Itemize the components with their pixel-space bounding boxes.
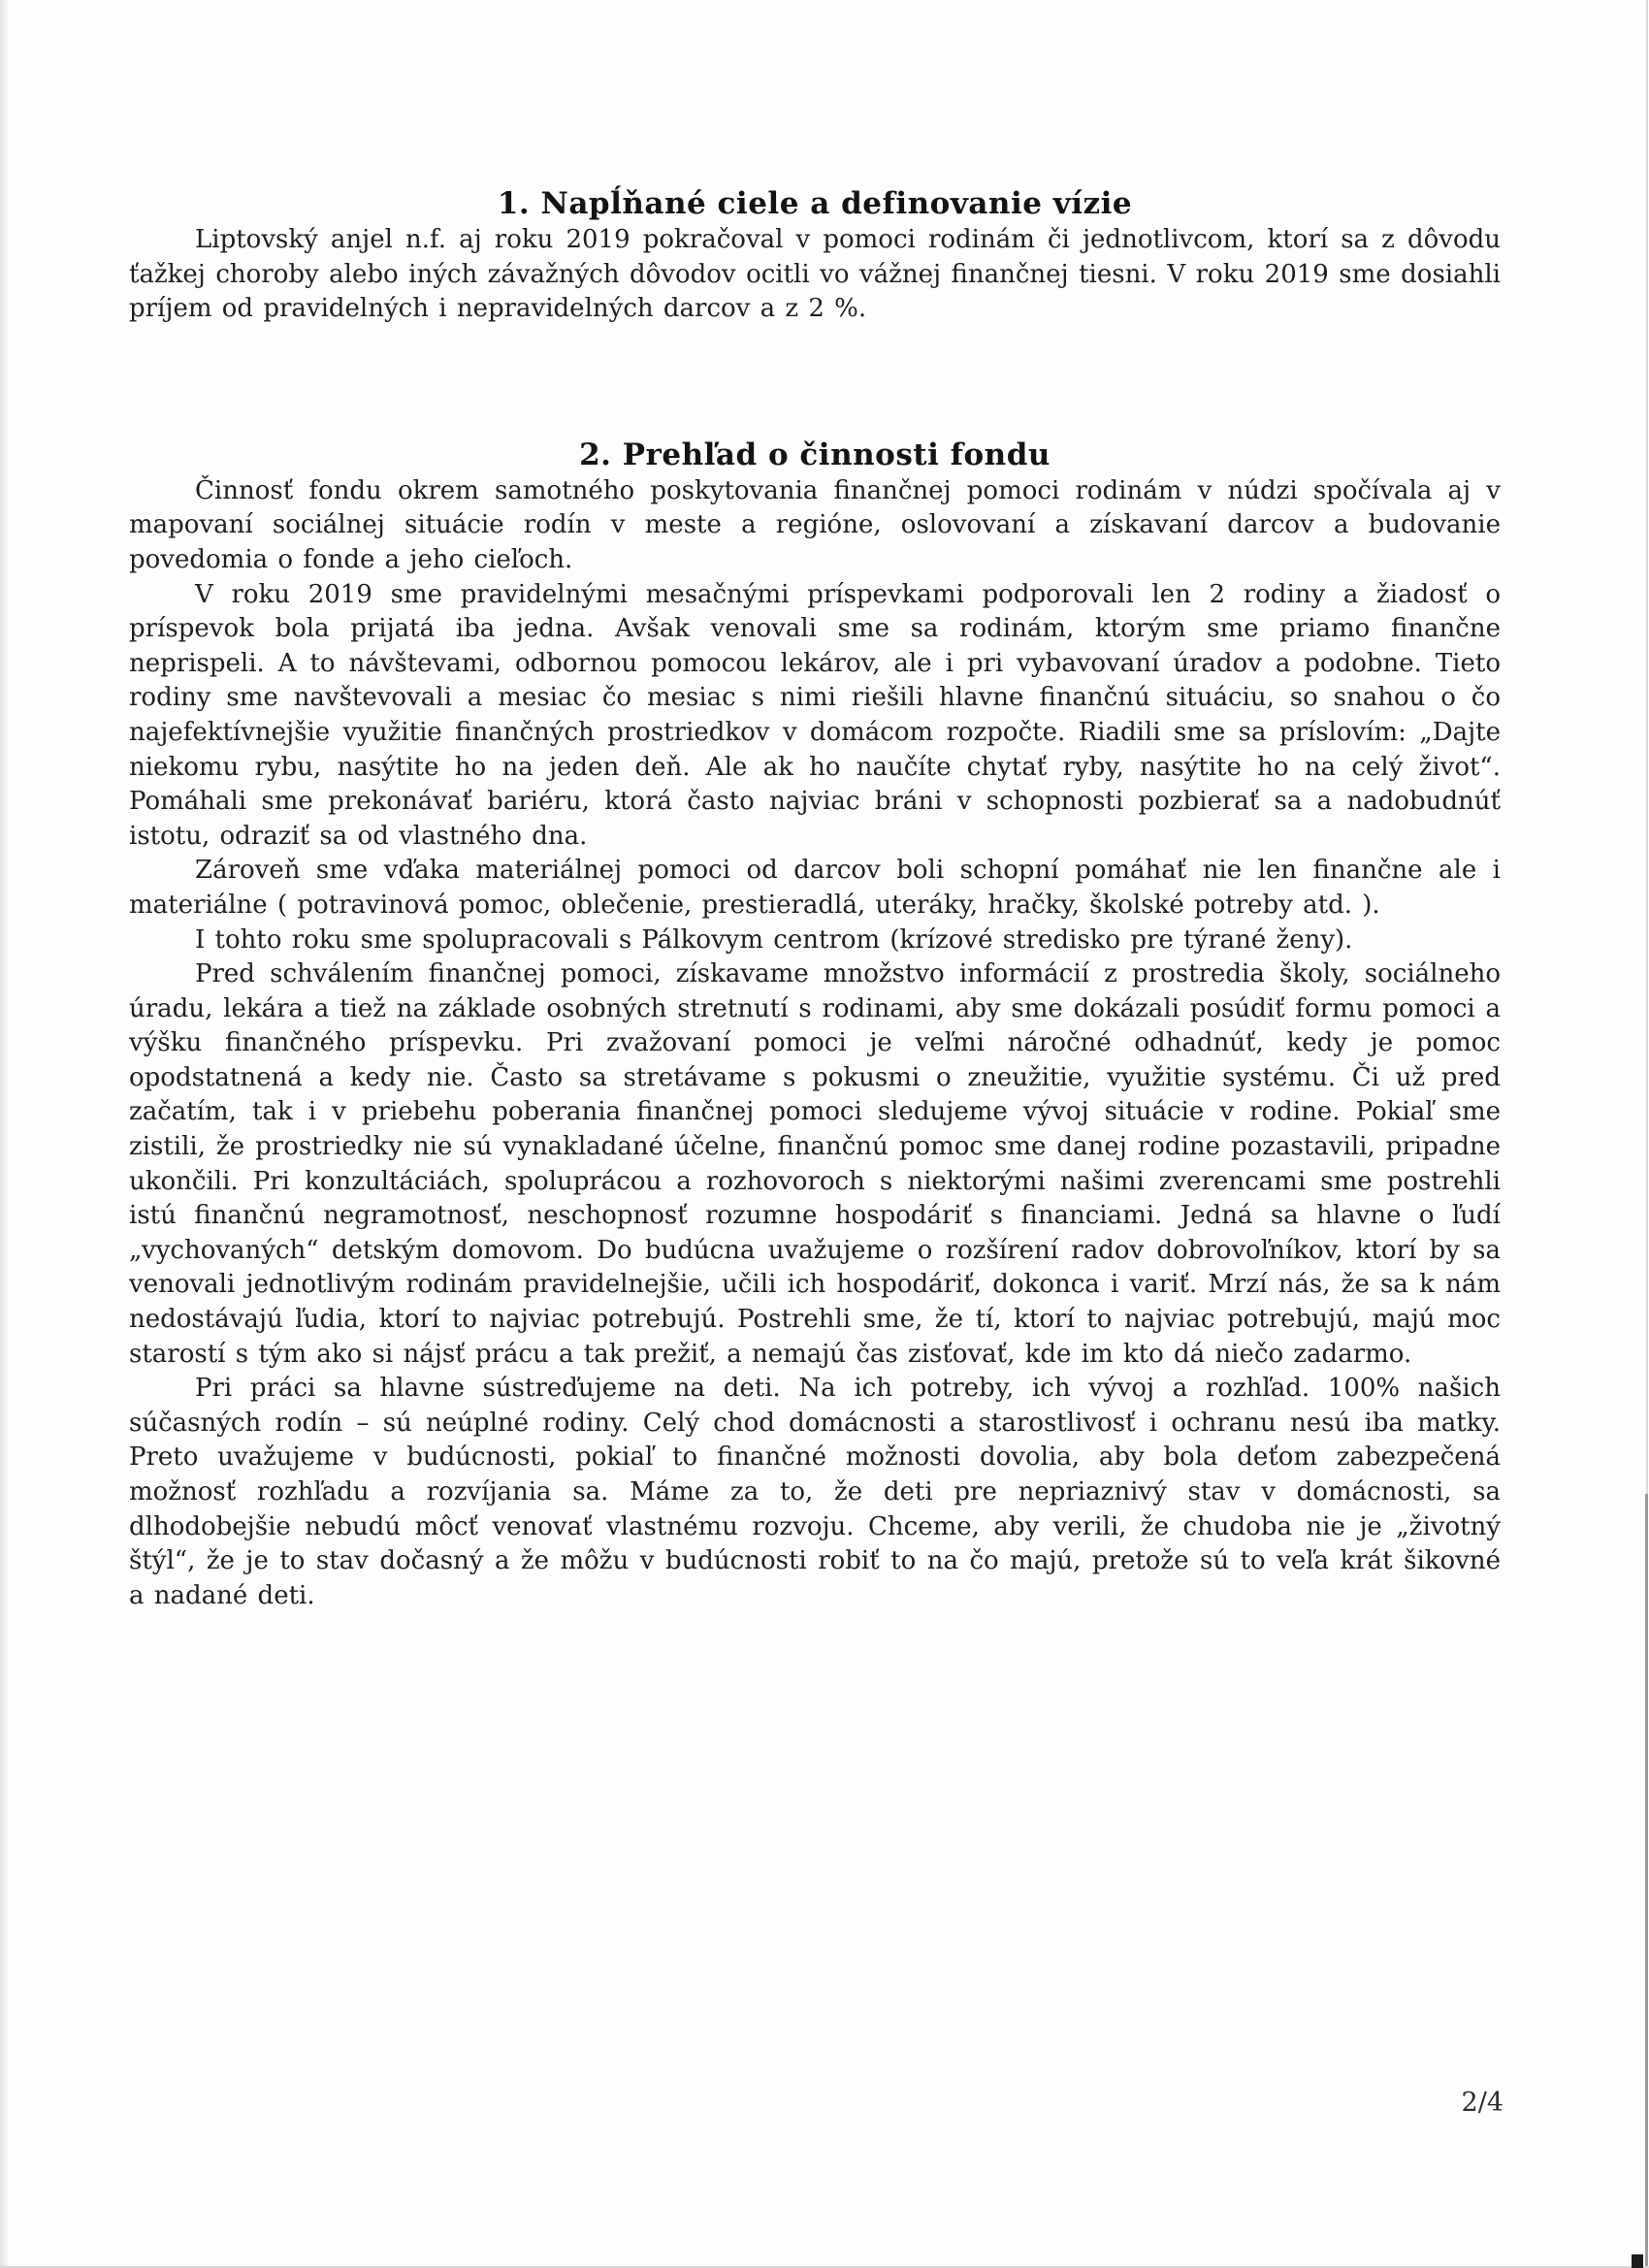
section-1-paragraph: Liptovský anjel n.f. aj roku 2019 pokračoval v pomoci rodinám či jednotlivcom, ktorí sa z dôvodu ťažkej choroby alebo iných závažných dôvodov ocitli vo vážnej finančnej tiesni. V roku 2019 sme dosiahli príjem od pravidelných i nepravidelných darcov a z 2 %. [129,225,1501,324]
section-2-paragraph: Pred schválením finančnej pomoci, získavame množstvo informácií z prostredia školy, sociálneho úradu, lekára a tiež na základe osobných stretnutí s rodinami, aby sme dokázali posúdiť formu pomoci a výšku finančného príspevku. Pri zvažovaní pomoci je veľmi náročné odhadnúť, kedy je pomoc opodstatnená a kedy nie. Často sa stretávame s pokusmi o zneužitie, využitie systému. Či už pred začatím, tak i v priebehu poberania finančnej pomoci sledujeme vývoj situácie v rodine. Pokiaľ sme zistili, že prostriedky nie sú vynakladané účelne, finančnú pomoc sme danej rodine pozastavili, pripadne ukončili. Pri konzultáciách, spoluprácou a rozhovoroch s niektorými našimi zverencami sme postrehli istú finančnú negramotnosť, neschopnosť rozumne hospodáriť s financiami. Jedná sa hlavne o ľudí „vychovaných“ detským domovom. Do budúcna uvažujeme o rozšírení radov dobrovoľníkov, ktorí by sa venovali jednotlivým rodinám pravidelnejšie, učili ich hospodáriť, dokonca i variť. Mrzí nás, že sa k nám nedostávajú ľudia, ktorí to najviac potrebujú. Postrehli sme, že tí, ktorí to najviac potrebujú, majú moc starostí s tým ako si nájsť prácu a tak prežiť, a nemajú čas zisťovať, kde im kto dá niečo zadarmo. [129,959,1501,1369]
section-2-paragraph: V roku 2019 sme pravidelnými mesačnými príspevkami podporovali len 2 rodiny a žiadosť o príspevok bola prijatá iba jedna. Avšak venovali sme sa rodinám, ktorým sme priamo finančne neprispeli. A to návštevami, odbornou pomocou lekárov, ale i pri vybavovaní úradov a podobne. Tieto rodiny sme navštevovali a mesiac čo mesiac s nimi riešili hlavne finančnú situáciu, so snahou o čo najefektívnejšie využitie finančných prostriedkov v domácom rozpočte. Riadili sme sa príslovím: „Dajte niekomu rybu, nasýtite ho na jeden deň. Ale ak ho naučíte chytať ryby, nasýtite ho na celý život“. Pomáhali sme prekonávať bariéru, ktorá často najviac bráni v schopnosti pozbierať sa a nadobudnúť istotu, odraziť sa od vlastného dna. [129,579,1501,851]
scan-artifact-corner-mark [1632,2254,1643,2268]
section-2-paragraph: Pri práci sa hlavne sústreďujeme na deti. Na ich potreby, ich vývoj a rozhľad. 100% našich súčasných rodín – sú neúplné rodiny. Celý chod domácnosti a starostlivosť i ochranu nesú iba matky. Preto uvažujeme v budúcnosti, pokiaľ to finančné možnosti dovolia, aby bola deťom zabezpečená možnosť rozhľadu a rozvíjania sa. Máme za to, že deti pre nepriaznivý stav v domácnosti, sa dlhodobejšie nebudú môcť venovať vlastnému rozvoju. Chceme, aby verili, že chudoba nie je „životný štýl“, že je to stav dočasný a že môžu v budúcnosti robiť to na čo majú, pretože sú to veľa krát šikovné a nadané deti. [129,1374,1501,1610]
document-content [129,0,1501,1613]
section-2-paragraph: I tohto roku sme spolupracovali s Pálkovym centrom (krízové stredisko pre týrané ženy). [195,924,1353,955]
section-2-heading: 2. Prehľad o činnosti fondu [579,437,1051,472]
section-2-paragraph: Činnosť fondu okrem samotného poskytovania finančnej pomoci rodinám v núdzi spočívala aj v mapovaní sociálnej situácie rodín v meste a regióne, oslovovaní a získavaní darcov a budovanie povedomia o fonde a jeho cieľoch. [129,475,1501,574]
scan-artifact-right-edge [1645,1494,1648,2268]
section-2-paragraph: Zároveň sme vďaka materiálnej pomoci od darcov boli schopní pomáhať nie len finančne ale i materiálne ( potravinová pomoc, oblečenie, prestieradlá, uteráky, hračky, školské potreby atd. ). [129,856,1501,920]
scan-artifact-left-edge [0,0,10,2268]
page-number: 2/4 [1461,2088,1504,2118]
scan-artifact-right-edge-faint [1646,0,1648,1494]
section-1-heading: 1. Napĺňané ciele a definovanie vízie [497,186,1133,221]
